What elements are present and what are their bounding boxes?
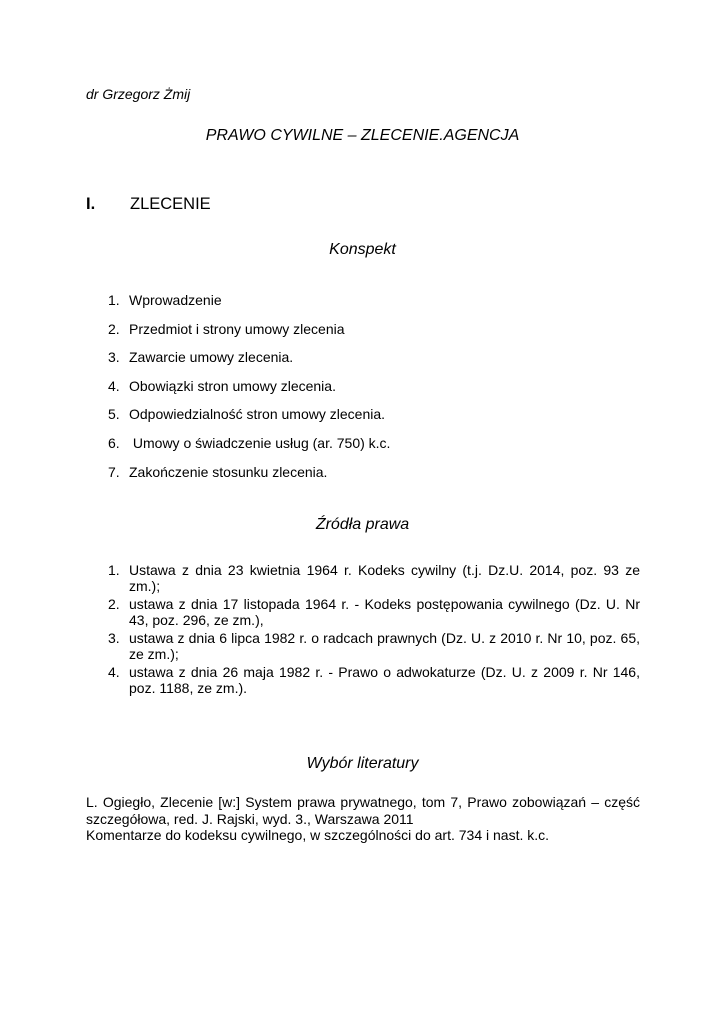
list-item-text: Przedmiot i strony umowy zlecenia <box>129 320 345 337</box>
list-item <box>100 435 390 464</box>
list-item <box>100 292 390 321</box>
list-item-text: ustawa z dnia 17 listopada 1964 r. - Kodeks postępowania cywilnego (Dz. U. Nr 43, poz. 296, ze zm.), <box>129 596 640 628</box>
list-item-number: 4. <box>108 664 120 680</box>
list-item-text: Umowy o świadczenie usług (ar. 750) k.c. <box>129 434 391 451</box>
document-title: PRAWO CYWILNE – ZLECENIE.AGENCJA <box>205 127 520 144</box>
list-item-number: 7. <box>108 463 120 480</box>
literature-entry: Komentarze do kodeksu cywilnego, w szczególności do art. 734 i nast. k.c. <box>86 827 550 843</box>
section-number: I. <box>86 195 96 213</box>
list-item-number: 3. <box>108 349 120 366</box>
list-item-number: 5. <box>108 406 120 423</box>
list-item-text: Zawarcie umowy zlecenia. <box>129 349 294 366</box>
list-item <box>100 664 640 696</box>
list-item-number: 1. <box>108 292 120 308</box>
list-item-number: 2. <box>108 320 120 337</box>
list-item <box>100 349 390 378</box>
section-label: ZLECENIE <box>130 195 211 213</box>
list-item <box>100 562 640 594</box>
konspekt-heading: Konspekt <box>329 241 396 258</box>
wybor-heading: Wybór literatury <box>306 755 419 772</box>
list-item-text: Zakończenie stosunku zlecenia. <box>129 463 328 480</box>
zrodla-heading: Źródła prawa <box>315 516 410 533</box>
list-item <box>100 596 640 628</box>
zrodla-list <box>100 562 640 698</box>
list-item-text: ustawa z dnia 6 lipca 1982 r. o radcach prawnych (Dz. U. z 2010 r. Nr 10, poz. 65, ze zm.); <box>129 630 640 662</box>
section-heading <box>86 195 211 214</box>
literature-block <box>86 794 640 844</box>
author-name: dr Grzegorz Żmij <box>86 86 191 102</box>
list-item <box>100 630 640 662</box>
list-item <box>100 321 390 350</box>
list-item-number: 2. <box>108 596 120 612</box>
list-item <box>100 406 390 435</box>
list-item-text: Wprowadzenie <box>129 292 222 308</box>
list-item <box>100 378 390 407</box>
list-item-text: Ustawa z dnia 23 kwietnia 1964 r. Kodeks cywilny (t.j. Dz.U. 2014, poz. 93 ze zm.); <box>129 562 640 594</box>
list-item-text: ustawa z dnia 26 maja 1982 r. - Prawo o adwokaturze (Dz. U. z 2009 r. Nr 146, poz. 1188, ze zm.). <box>129 664 640 696</box>
list-item <box>100 464 390 493</box>
konspekt-list <box>100 292 390 492</box>
literature-entry: L. Ogiegło, Zlecenie [w:] System prawa prywatnego, tom 7, Prawo zobowiązań – część szczegółowa, red. J. Rajski, wyd. 3., Warszawa 2011 <box>86 794 640 827</box>
list-item-number: 3. <box>108 630 120 646</box>
list-item-text: Obowiązki stron umowy zlecenia. <box>129 377 336 394</box>
list-item-number: 6. <box>108 434 120 451</box>
list-item-number: 1. <box>108 562 120 578</box>
list-item-number: 4. <box>108 377 120 394</box>
list-item-text: Odpowiedzialność stron umowy zlecenia. <box>129 406 386 423</box>
